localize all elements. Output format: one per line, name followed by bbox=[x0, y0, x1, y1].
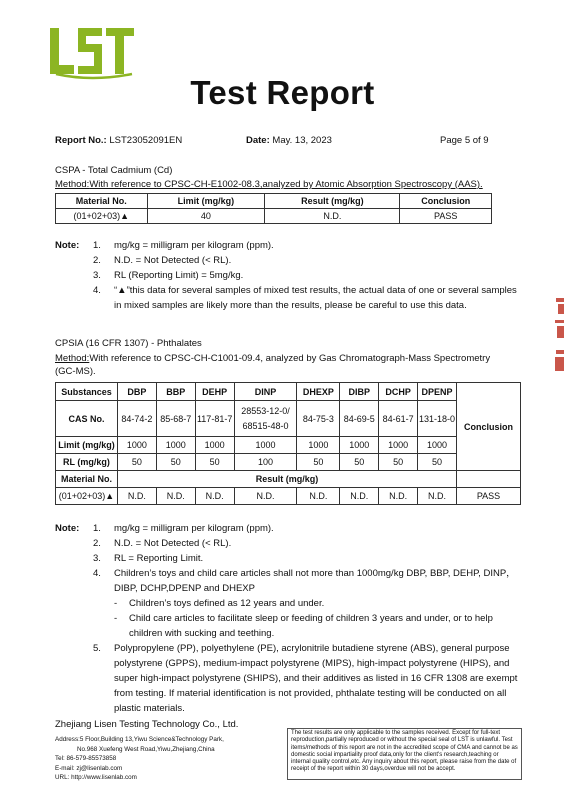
note-text: mg/kg = milligram per kilogram (ppm). bbox=[114, 240, 274, 251]
rl-cell: 50 bbox=[379, 454, 418, 471]
limit-label: Limit (mg/kg) bbox=[56, 437, 118, 454]
address-line: Address:5 Floor,Building 13,Yiwu Science&Technology Park, bbox=[55, 736, 224, 743]
substance-header: DBP bbox=[117, 383, 156, 401]
note-label: Note: bbox=[55, 240, 80, 251]
notes-cadmium bbox=[55, 238, 525, 313]
limit-cell: 1000 bbox=[418, 437, 457, 454]
rl-cell: 100 bbox=[234, 454, 297, 471]
result-cell: N.D. bbox=[195, 488, 234, 505]
note-number: 2. bbox=[93, 255, 101, 266]
cpsia-method: Method:With reference to CPSC-CH-C1001-09.4, analyzed by Gas Chromatograph-Mass Spectrometry (GC-MS). bbox=[55, 353, 491, 377]
table-cell: PASS bbox=[400, 209, 492, 224]
note-text: “▲”this data for several samples of mixed test results, the actual data of one or several samples in mixed samples are likely more than the results, please be careful to use this data. bbox=[114, 285, 517, 311]
table-row bbox=[56, 488, 521, 505]
note-number: 4. bbox=[93, 568, 101, 579]
limit-cell: 1000 bbox=[234, 437, 297, 454]
substance-header: BBP bbox=[156, 383, 195, 401]
note-text: Polypropylene (PP), polyethylene (PE), acrylonitrile butadiene styrene (ABS), general purpose polystyrene (GPPS), medium-impact polystyrene (MIPS), high-impact polystyrene (HIPS), and super high-impact polystyrene (SHIPS), and their additives as listed in 16 CFR 1308 are exempt from testing. If material identification is not provided, phthalate testing will be conducted on all plastic materials. bbox=[114, 643, 518, 714]
substance-header: DPENP bbox=[418, 383, 457, 401]
note-text: Children’s toys and child care articles shall not more than 1000mg/kg DBP, BBP, DEHP, DINP，DIBP, DCHP,DPENP and DHEXP bbox=[114, 568, 516, 594]
material-label: Material No. bbox=[56, 471, 118, 488]
table-cell: 40 bbox=[147, 209, 265, 224]
cas-cell: 85-68-7 bbox=[156, 401, 195, 437]
rl-cell: 50 bbox=[297, 454, 340, 471]
note-text: RL = Reporting Limit. bbox=[114, 553, 204, 564]
cas-cell: 131-18-0 bbox=[418, 401, 457, 437]
note-number: 2. bbox=[93, 538, 101, 549]
conclusion-cell: PASS bbox=[457, 488, 521, 505]
cas-cell: 84-74-2 bbox=[117, 401, 156, 437]
note-number: 1. bbox=[93, 523, 101, 534]
cas-label: CAS No. bbox=[56, 401, 118, 437]
table-header: Result (mg/kg) bbox=[265, 194, 400, 209]
note-number: 4. bbox=[93, 285, 101, 296]
page-number: Page 5 of 9 bbox=[440, 135, 489, 146]
result-cell: N.D. bbox=[117, 488, 156, 505]
report-number: Report No.: LST23052091EN bbox=[55, 135, 183, 146]
cas-cell: 84-69-5 bbox=[340, 401, 379, 437]
note-subitem: Child care articles to facilitate sleep or feeding of children 3 years and under, or to help children with sucking and teething. bbox=[129, 613, 493, 639]
company-logo bbox=[48, 24, 136, 80]
table-cell: N.D. bbox=[265, 209, 400, 224]
substance-header: DHEXP bbox=[297, 383, 340, 401]
note-label: Note: bbox=[55, 523, 80, 534]
company-name: Zhejiang Lisen Testing Technology Co., Ltd. bbox=[55, 719, 239, 730]
cpsia-title: CPSIA (16 CFR 1307) - Phthalates bbox=[55, 338, 202, 349]
table-header: Limit (mg/kg) bbox=[147, 194, 265, 209]
material-cell: (01+02+03)▲ bbox=[56, 488, 118, 505]
result-cell: N.D. bbox=[418, 488, 457, 505]
table-cell: (01+02+03)▲ bbox=[56, 209, 148, 224]
cadmium-table bbox=[55, 193, 492, 224]
rl-cell: 50 bbox=[195, 454, 234, 471]
result-label: Result (mg/kg) bbox=[117, 471, 456, 488]
note-number: 5. bbox=[93, 643, 101, 654]
limit-cell: 1000 bbox=[297, 437, 340, 454]
address-line: No.968 Xuefeng West Road,Yiwu,Zhejiang,China bbox=[77, 745, 215, 753]
note-number: 1. bbox=[93, 240, 101, 251]
limit-cell: 1000 bbox=[340, 437, 379, 454]
substance-header: DCHP bbox=[379, 383, 418, 401]
seal-fragment bbox=[553, 290, 565, 390]
report-date: Date: May. 13, 2023 bbox=[246, 135, 332, 146]
note-text: N.D. = Not Detected (< RL). bbox=[114, 538, 232, 549]
note-subitem: Children’s toys defined as 12 years and under. bbox=[129, 598, 325, 609]
note-number: 3. bbox=[93, 553, 101, 564]
result-cell: N.D. bbox=[234, 488, 297, 505]
note-text: mg/kg = milligram per kilogram (ppm). bbox=[114, 523, 274, 534]
substance-header: DIBP bbox=[340, 383, 379, 401]
limit-cell: 1000 bbox=[195, 437, 234, 454]
limit-cell: 1000 bbox=[379, 437, 418, 454]
empty-cell bbox=[457, 471, 521, 488]
rl-label: RL (mg/kg) bbox=[56, 454, 118, 471]
disclaimer-box: The test results are only applicable to the samples received. Except for full-text reproduction,partially reproduced or without the special seal of LST is unlawful. Test items/methods of this report are not in the accredited scope of CMA and cannot be as domestic social impartiality proof data,only for the client's research,teaching or internal quality control,etc. Any inquiry about this report, please raise from the date of receipt of the report within 30 days,overdue will not be accept. bbox=[287, 728, 522, 780]
note-text: N.D. = Not Detected (< RL). bbox=[114, 255, 232, 266]
table-row bbox=[56, 209, 492, 224]
limit-cell: 1000 bbox=[156, 437, 195, 454]
rl-cell: 50 bbox=[418, 454, 457, 471]
result-cell: N.D. bbox=[156, 488, 195, 505]
table-header: Conclusion bbox=[400, 194, 492, 209]
substances-label: Substances bbox=[56, 383, 118, 401]
conclusion-header: Conclusion bbox=[457, 383, 521, 471]
cas-cell: 84-75-3 bbox=[297, 401, 340, 437]
result-cell: N.D. bbox=[379, 488, 418, 505]
table-header: Material No. bbox=[56, 194, 148, 209]
result-cell: N.D. bbox=[340, 488, 379, 505]
result-cell: N.D. bbox=[297, 488, 340, 505]
cas-cell: 117-81-7 bbox=[195, 401, 234, 437]
limit-cell: 1000 bbox=[117, 437, 156, 454]
rl-cell: 50 bbox=[117, 454, 156, 471]
website: URL: http://www.lisenlab.com bbox=[55, 774, 137, 781]
rl-cell: 50 bbox=[340, 454, 379, 471]
cspa-title: CSPA - Total Cadmium (Cd) bbox=[55, 165, 173, 176]
cas-cell: 84-61-7 bbox=[379, 401, 418, 437]
substance-header: DEHP bbox=[195, 383, 234, 401]
page-title: Test Report bbox=[190, 74, 375, 111]
note-number: 3. bbox=[93, 270, 101, 281]
substance-header: DINP bbox=[234, 383, 297, 401]
company-contact bbox=[55, 735, 224, 783]
rl-cell: 50 bbox=[156, 454, 195, 471]
phone: Tel: 86-579-85573858 bbox=[55, 755, 117, 762]
phthalates-table bbox=[55, 382, 521, 505]
notes-phthalates: Note: 1. mg/kg = milligram per kilogram (ppm). 2. N.D. = Not Detected (< RL). 3. RL = Reporting Limit. 4. Children’s toys and child care articles shall not more than 1000mg/kg DBP, BBP, DEHP, DINP，DIBP, DCHP,DPENP and DHEXP - Children’s toys defined as 12 years and under. - Child care articles to facilitate sleep or feeding of children 3 years and under, or to help children with sucking and teething. 5. Polypropylene (PP), polyethylene (PE), acrylonitrile butadiene styrene (ABS), general purpose polystyrene (GPPS), medium-impact polystyrene (MIPS), high-impact polystyrene (HIPS), and super high-impact polystyrene (SHIPS), and their additives as listed in 16 CFR 1308 are exempt from testing. If material identification is not provided, phthalate testing will be conducted on all plastic materials. bbox=[55, 523, 518, 714]
email: E-mail: zj@lisenlab.com bbox=[55, 764, 123, 772]
cas-cell: 28553-12-0/ 68515-48-0 bbox=[234, 401, 297, 437]
note-text: RL (Reporting Limit) = 5mg/kg. bbox=[114, 270, 244, 281]
cspa-method: Method:With reference to CPSC-CH-E1002-08.3,analyzed by Atomic Absorption Spectroscopy (AAS). bbox=[55, 179, 483, 190]
